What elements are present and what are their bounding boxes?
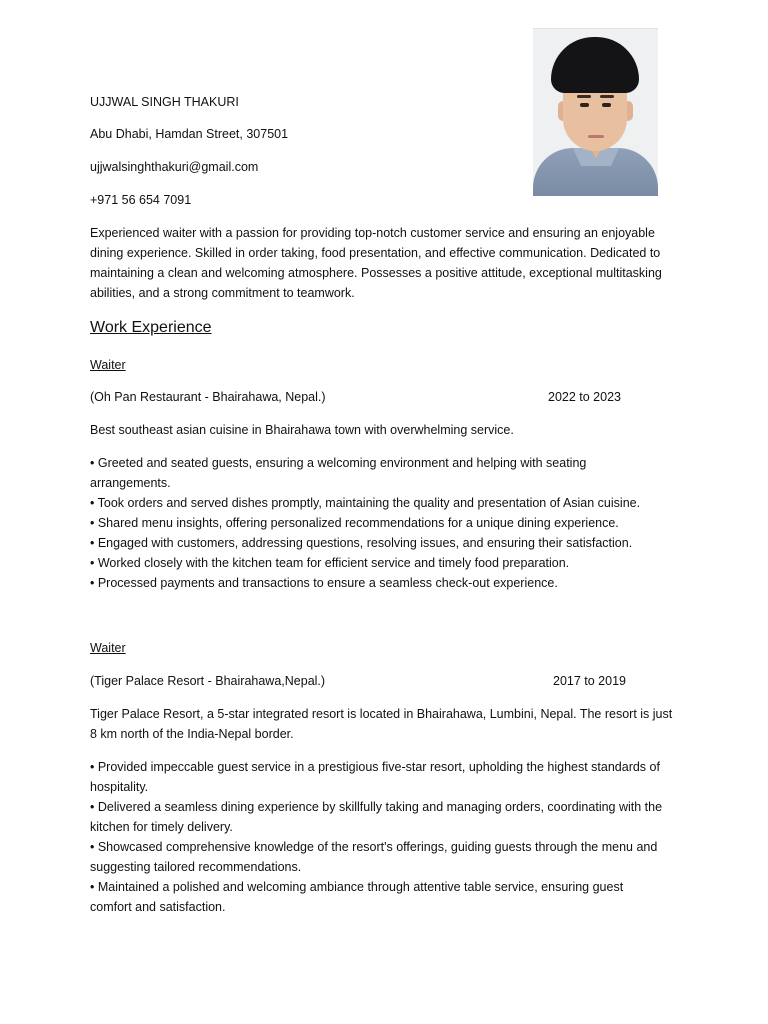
photo-eye-right <box>602 103 611 107</box>
summary-line: maintaining a clean and welcoming atmosphere. Possesses a positive attitude, exceptional multitasking <box>90 266 662 280</box>
photo-eye-left <box>580 103 589 107</box>
job-description: Best southeast asian cuisine in Bhairahawa town with overwhelming service. <box>90 423 514 437</box>
candidate-name: UJJWAL SINGH THAKURI <box>90 95 239 109</box>
photo-brow-right <box>600 95 614 98</box>
bullet-line: • Processed payments and transactions to ensure a seamless check-out experience. <box>90 576 558 590</box>
bullet-line: • Greeted and seated guests, ensuring a welcoming environment and helping with seating <box>90 456 587 470</box>
bullet-line: • Engaged with customers, addressing questions, resolving issues, and ensuring their satisfaction. <box>90 536 633 550</box>
summary-line: dining experience. Skilled in order taking, food presentation, and effective communication. Dedicated to <box>90 246 661 260</box>
bullet-line: • Showcased comprehensive knowledge of the resort's offerings, guiding guests through the menu and <box>90 840 658 854</box>
job-bullets <box>90 453 680 593</box>
photo-brow-left <box>577 95 591 98</box>
bullet-line: • Maintained a polished and welcoming ambiance through attentive table service, ensuring guest <box>90 880 624 894</box>
job-title: Waiter <box>90 641 126 655</box>
profile-photo <box>533 28 658 196</box>
summary-paragraph <box>90 223 680 303</box>
bullet-line: suggesting tailored recommendations. <box>90 860 302 874</box>
photo-hair <box>551 37 639 93</box>
section-heading-work-experience: Work Experience <box>90 319 212 336</box>
bullet-line: • Worked closely with the kitchen team for efficient service and timely food preparation. <box>90 556 570 570</box>
summary-line: Experienced waiter with a passion for providing top-notch customer service and ensuring an enjoyable <box>90 226 655 240</box>
photo-mouth <box>588 135 604 138</box>
bullet-line: arrangements. <box>90 476 171 490</box>
description-line: 8 km north of the India-Nepal border. <box>90 727 294 741</box>
bullet-line: kitchen for timely delivery. <box>90 820 233 834</box>
bullet-line: • Shared menu insights, offering personalized recommendations for a unique dining experience. <box>90 516 619 530</box>
bullet-line: • Delivered a seamless dining experience by skillfully taking and managing orders, coordinating with the <box>90 800 663 814</box>
address: Abu Dhabi, Hamdan Street, 307501 <box>90 127 289 141</box>
bullet-line: hospitality. <box>90 780 149 794</box>
job-employer: (Tiger Palace Resort - Bhairahawa,Nepal.) <box>90 674 326 688</box>
job-dates: 2022 to 2023 <box>548 390 621 404</box>
bullet-line: comfort and satisfaction. <box>90 900 226 914</box>
bullet-line: • Took orders and served dishes promptly, maintaining the quality and presentation of Asian cuisine. <box>90 496 641 510</box>
description-line: Tiger Palace Resort, a 5-star integrated resort is located in Bhairahawa, Lumbini, Nepal. The resort is just <box>90 707 673 721</box>
bullet-line: • Provided impeccable guest service in a prestigious five-star resort, upholding the highest standards of <box>90 760 660 774</box>
job-bullets <box>90 757 680 917</box>
job-employer: (Oh Pan Restaurant - Bhairahawa, Nepal.) <box>90 390 326 404</box>
job-dates: 2017 to 2019 <box>553 674 626 688</box>
phone[interactable]: +971 56 654 7091 <box>90 193 192 207</box>
job-title: Waiter <box>90 358 126 372</box>
job-description <box>90 704 680 744</box>
email[interactable]: ujjwalsinghthakuri@gmail.com <box>90 160 259 174</box>
summary-line: abilities, and a strong commitment to teamwork. <box>90 286 355 300</box>
